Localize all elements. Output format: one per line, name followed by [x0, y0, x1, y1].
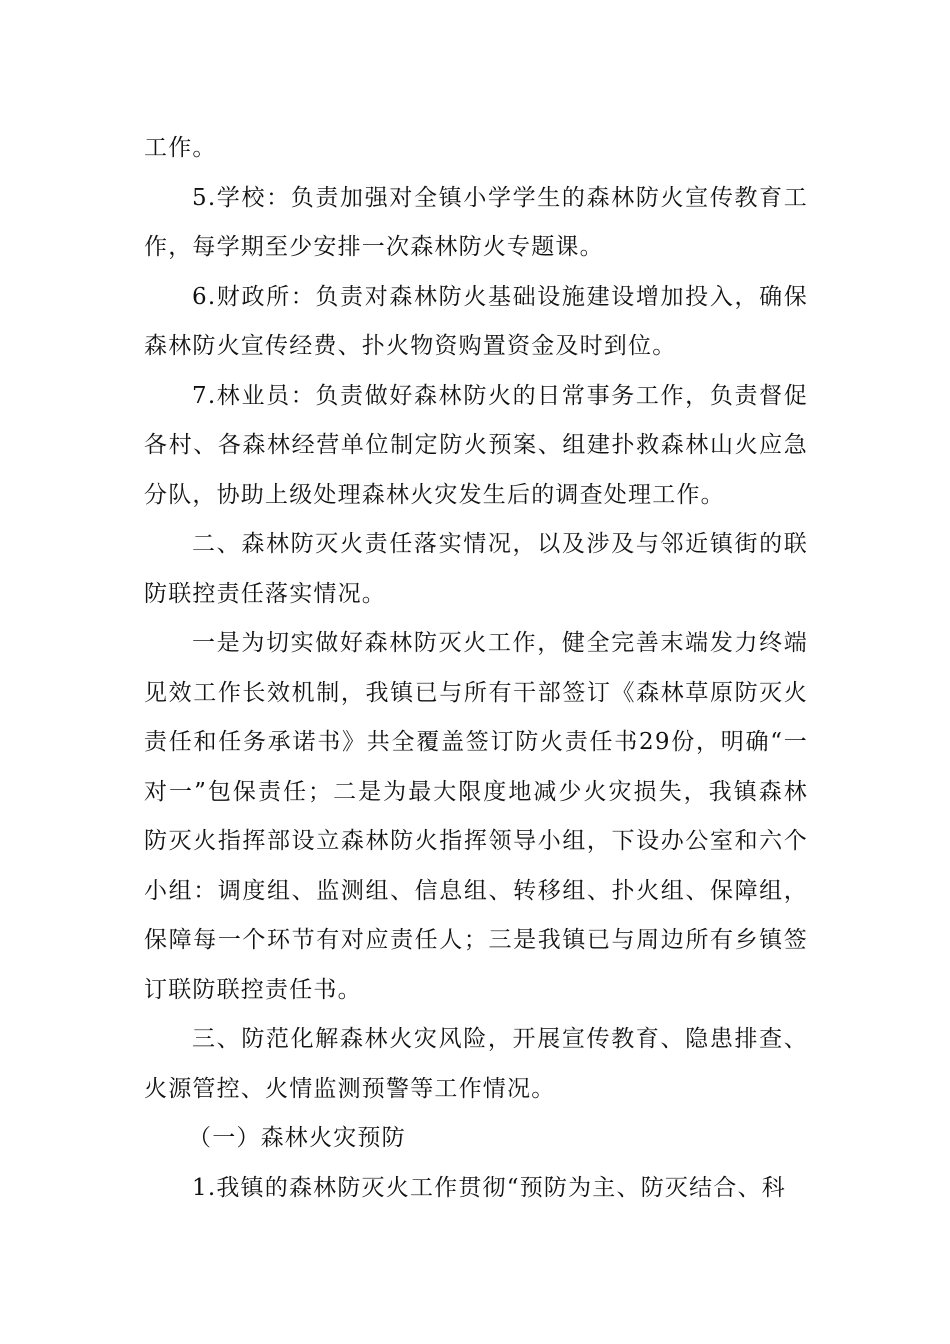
paragraph-finance-office: 6.财政所：负责对森林防火基础设施建设增加投入，确保森林防火宣传经费、扑火物资购置资金及时到位。 [144, 283, 808, 359]
subsection-heading-fire-prevention: （一）森林火灾预防 [188, 1125, 406, 1151]
paragraph-prevention-policy: 1.我镇的森林防灭火工作贯彻“预防为主、防灭结合、科 [192, 1174, 786, 1201]
paragraph-continuation: 工作。 [144, 135, 217, 161]
section-heading-three: 三、防范化解森林火灾风险，开展宣传教育、隐患排查、火源管控、火情监测预警等工作情况。 [144, 1026, 808, 1102]
document-body [144, 124, 808, 1213]
section-heading-two: 二、森林防灭火责任落实情况，以及涉及与邻近镇街的联防联控责任落实情况。 [144, 531, 808, 607]
paragraph-school: 5.学校：负责加强对全镇小学学生的森林防火宣传教育工作，每学期至少安排一次森林防火专题课。 [144, 184, 808, 260]
paragraph-responsibility-implementation: 一是为切实做好森林防灭火工作，健全完善末端发力终端见效工作长效机制，我镇已与所有干部签订《森林草原防灭火责任和任务承诺书》共全覆盖签订防火责任书29份，明确“一对一”包保责任；二是为最大限度地减少火灾损失，我镇森林防灭火指挥部设立森林防火指挥领导小组，下设办公室和六个小组：调度组、监测组、信息组、转移组、扑火组、保障组，保障每一个环节有对应责任人；三是我镇已与周边所有乡镇签订联防联控责任书。 [144, 630, 808, 1003]
paragraph-forestry-officer: 7.林业员：负责做好森林防火的日常事务工作，负责督促各村、各森林经营单位制定防火预案、组建扑救森林山火应急分队，协助上级处理森林火灾发生后的调查处理工作。 [144, 382, 808, 508]
